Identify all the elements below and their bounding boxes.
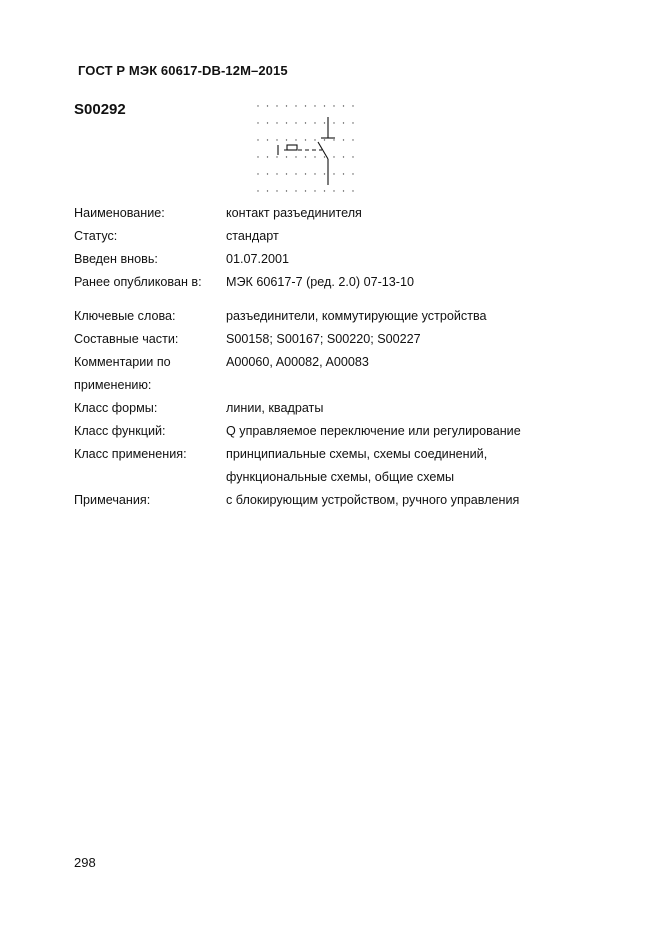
field-value: контакт разъединителя	[226, 206, 362, 220]
field-label: Составные части:	[74, 332, 179, 346]
grid-dot	[333, 190, 334, 191]
field-label: Класс функций:	[74, 424, 166, 438]
grid-dot	[305, 105, 306, 106]
grid-dot	[333, 173, 334, 174]
grid-dot	[267, 190, 268, 191]
field-application-notes	[74, 351, 634, 397]
field-value-line: принципиальные схемы, схемы соединений,	[226, 447, 488, 461]
grid-dot	[352, 122, 353, 123]
grid-dot	[286, 190, 287, 191]
section-gap	[74, 294, 634, 305]
grid-dot	[276, 122, 277, 123]
field-status	[74, 225, 634, 248]
field-value: A00060, A00082, A00083	[226, 355, 369, 369]
grid-dot	[267, 122, 268, 123]
grid-dot	[314, 156, 315, 157]
grid-dot	[257, 105, 258, 106]
grid-dot	[305, 139, 306, 140]
grid-dot	[276, 190, 277, 191]
symbol-drawing	[278, 117, 335, 185]
grid-dot	[314, 122, 315, 123]
grid-dot	[352, 139, 353, 140]
field-label-line: Комментарии по	[74, 355, 171, 369]
grid-dot	[276, 139, 277, 140]
grid-dot	[286, 139, 287, 140]
grid-dot	[305, 173, 306, 174]
grid-dot	[257, 139, 258, 140]
field-value: с блокирующим устройством, ручного управления	[226, 493, 520, 507]
grid-dot	[352, 190, 353, 191]
field-components	[74, 328, 634, 351]
grid-dot	[305, 122, 306, 123]
grid-dot	[286, 122, 287, 123]
grid-dot	[267, 105, 268, 106]
field-introduced	[74, 248, 634, 271]
document-header: ГОСТ Р МЭК 60617-DB-12M–2015	[78, 63, 288, 78]
grid-dot	[295, 139, 296, 140]
grid-dot	[343, 139, 344, 140]
field-previously-published	[74, 271, 634, 294]
page-number: 298	[74, 855, 96, 870]
grid-dot	[267, 173, 268, 174]
grid-dot	[333, 156, 334, 157]
field-value	[226, 443, 634, 489]
grid-dot	[324, 139, 325, 140]
grid-dot	[267, 139, 268, 140]
field-notes	[74, 489, 634, 512]
field-label: Ранее опубликован в:	[74, 275, 202, 289]
field-function-class	[74, 420, 634, 443]
attribute-list	[74, 202, 634, 512]
grid-dot	[352, 173, 353, 174]
field-keywords	[74, 305, 634, 328]
field-value: 01.07.2001	[226, 252, 290, 266]
grid-dot	[324, 122, 325, 123]
field-label: Статус:	[74, 229, 118, 243]
grid-dot	[276, 156, 277, 157]
grid-dot	[295, 156, 296, 157]
field-value-line: функциональные схемы, общие схемы	[226, 470, 455, 484]
grid-dot	[314, 190, 315, 191]
grid-dot	[324, 156, 325, 157]
grid-dot	[286, 105, 287, 106]
field-label: Введен вновь:	[74, 252, 158, 266]
grid-dot	[257, 190, 258, 191]
grid-dot	[257, 122, 258, 123]
grid-dot	[295, 173, 296, 174]
grid-dot	[333, 105, 334, 106]
grid-dot	[343, 122, 344, 123]
field-label: Примечания:	[74, 493, 151, 507]
disconnector-contact-symbol	[252, 100, 362, 200]
field-label: Класс формы:	[74, 401, 158, 415]
grid-dot	[343, 173, 344, 174]
field-name	[74, 202, 634, 225]
grid-dot	[314, 105, 315, 106]
field-value: МЭК 60617-7 (ред. 2.0) 07-13-10	[226, 275, 414, 289]
field-label	[74, 351, 226, 397]
grid-dot	[267, 156, 268, 157]
grid-dot	[276, 173, 277, 174]
grid-dot	[314, 173, 315, 174]
grid-dot	[352, 156, 353, 157]
grid-dot	[333, 122, 334, 123]
grid-dot	[343, 156, 344, 157]
grid-dot	[286, 173, 287, 174]
field-label: Класс применения:	[74, 447, 187, 461]
grid-dot	[343, 190, 344, 191]
field-application-class	[74, 443, 634, 489]
symbol-grid	[257, 105, 353, 191]
symbol-code: S00292	[74, 101, 126, 118]
grid-dot	[314, 139, 315, 140]
grid-dot	[324, 190, 325, 191]
grid-dot	[276, 105, 277, 106]
grid-dot	[305, 156, 306, 157]
grid-dot	[305, 190, 306, 191]
grid-dot	[295, 122, 296, 123]
field-value: разъединители, коммутирующие устройства	[226, 309, 487, 323]
grid-dot	[295, 105, 296, 106]
field-label: Ключевые слова:	[74, 309, 176, 323]
field-value: линии, квадраты	[226, 401, 324, 415]
field-label: Наименование:	[74, 206, 165, 220]
grid-dot	[333, 139, 334, 140]
grid-dot	[343, 105, 344, 106]
grid-dot	[286, 156, 287, 157]
field-value: Q управляемое переключение или регулирование	[226, 424, 521, 438]
grid-dot	[352, 105, 353, 106]
field-shape-class	[74, 397, 634, 420]
grid-dot	[295, 190, 296, 191]
grid-dot	[324, 105, 325, 106]
field-label-line: применению:	[74, 378, 152, 392]
grid-dot	[257, 173, 258, 174]
grid-dot	[257, 156, 258, 157]
grid-dot	[324, 173, 325, 174]
field-value: S00158; S00167; S00220; S00227	[226, 332, 421, 346]
field-value: стандарт	[226, 229, 279, 243]
